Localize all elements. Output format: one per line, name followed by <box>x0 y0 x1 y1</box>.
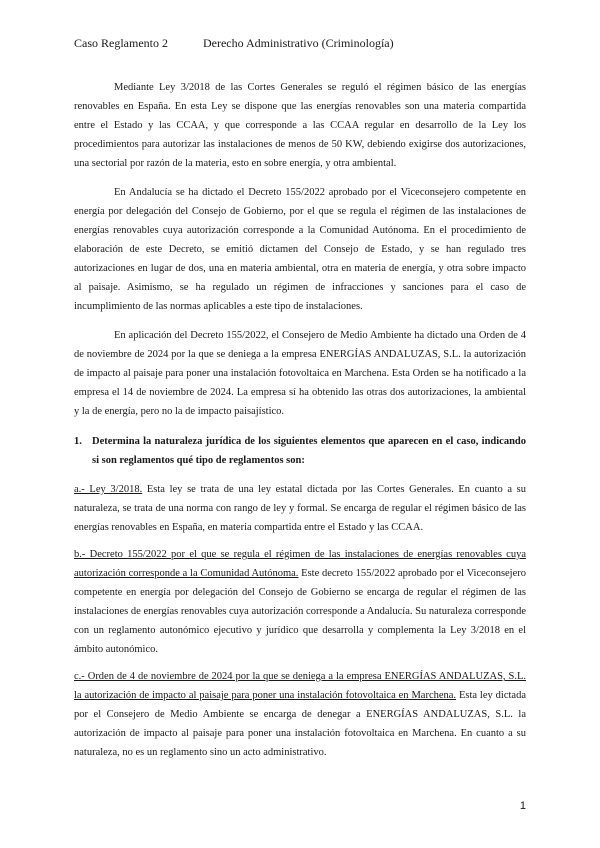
answer-c-label: c.- Orden de 4 de noviembre de 2024 por la que se deniega a la empresa ENERGÍAS ANDALUZAS, S.L. la autorización de impacto al paisaje para poner una instalación fotovoltaica en Marchena. <box>74 671 526 701</box>
page-number: 1 <box>519 800 526 812</box>
case-paragraph-3: En aplicación del Decreto 155/2022, el Consejero de Medio Ambiente ha dictado una Orden de 4 de noviembre de 2024 por la que se deniega a la empresa ENERGÍAS ANDALUZAS, S.L. la autorización de impacto al paisaje para poner una instalación fotovoltaica en Marchena. Esta Orden se ha notificado a la empresa el 14 de noviembre de 2024. La empresa sí ha obtenido las otras dos autorizaciones, la ambiental y la de energía, pero no la de impacto paisajístico. <box>74 330 526 417</box>
page-header <box>74 36 394 51</box>
question-1 <box>74 433 526 470</box>
answer-a <box>74 480 526 537</box>
question-number: 1. <box>74 436 82 447</box>
answer-b-label: b.- Decreto 155/2022 por el que se regula el régimen de las instalaciones de energías renovables cuya autorización corresponde a la Comunidad Autónoma. <box>74 549 526 579</box>
answer-a-label: a.- Ley 3/2018. <box>74 484 143 495</box>
header-course-title: Derecho Administrativo (Criminología) <box>202 36 394 50</box>
document-body <box>74 78 526 770</box>
case-paragraph-2: En Andalucía se ha dictado el Decreto 155/2022 aprobado por el Viceconsejero competente en energía por delegación del Consejo de Gobierno, por el que se regula el régimen de las instalaciones de energías renovables cuya autorización corresponde a la Comunidad Autónoma. En el procedimiento de elaboración de este Decreto, se emitió dictamen del Consejo de Estado, y se han regulado tres autorizaciones en lugar de dos, una en materia ambiental, otra en materia de energía, y otra sobre impacto al paisaje. Asimismo, se ha regulado un régimen de infracciones y sanciones para el caso de incumplimiento de las normas aplicables a este tipo de instalaciones. <box>74 187 526 312</box>
case-paragraph-1: Mediante Ley 3/2018 de las Cortes Generales se reguló el régimen básico de las energías renovables en España. En esta Ley se dispone que las energías renovables son una materia compartida entre el Estado y las CCAA, y que corresponde a las CCAA regular en desarrollo de la Ley los procedimientos para autorizar las instalaciones de menos de 50 KW, debiendo exigirse dos autorizaciones, una sectorial por razón de la materia, esto en sobre energía, y otra ambiental. <box>74 82 526 169</box>
answer-a-text: Esta ley se trata de una ley estatal dictada por las Cortes Generales. En cuanto a su naturaleza, se trata de una norma con rango de ley y formal. Se encarga de regular el régimen básico de las energías renovables en España, en materia compartida entre el Estado y las CCAA. <box>74 484 526 533</box>
header-case-title: Caso Reglamento 2 <box>74 36 168 50</box>
question-text: Determina la naturaleza jurídica de los siguientes elementos que aparecen en el caso, indicando si son reglamentos qué tipo de reglamentos son: <box>92 436 526 466</box>
answer-b-text: Este decreto 155/2022 aprobado por el Viceconsejero competente en energía por delegación del Consejo de Gobierno se encarga de regular el régimen de las instalaciones de energías renovables cuya autorización corresponde a Andalucía. Su naturaleza corresponde con un reglamento autonómico ejecutivo y jurídico que desarrolla y complementa la Ley 3/2018 en el ámbito autonómico. <box>74 568 527 655</box>
answer-c-text: Esta ley dictada por el Consejero de Medio Ambiente se encarga de denegar a ENERGÍAS ANDALUZAS, S.L. la autorización de impacto al paisaje para poner una instalación fotovoltaica en Marchena. En cuanto a su naturaleza, no es un reglamento sino un acto administrativo. <box>74 690 526 758</box>
answer-b <box>74 545 526 659</box>
answer-c <box>74 667 526 762</box>
